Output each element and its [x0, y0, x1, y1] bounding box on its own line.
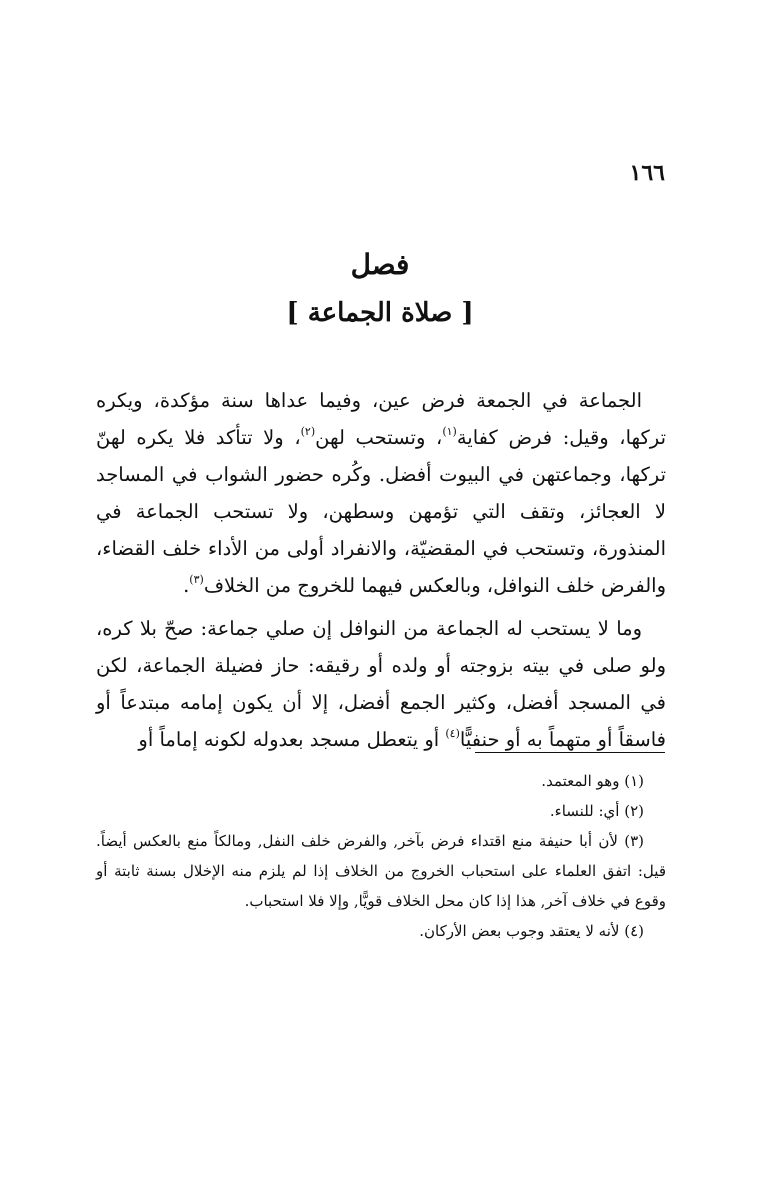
paragraph-2-part-2: أو يتعطل مسجد بعدوله لكونه إماماً أو: [138, 728, 446, 751]
footnote-1: (١) وهو المعتمد.: [541, 772, 644, 790]
footnote-ref-4: (٤): [445, 727, 460, 741]
footnote-ref-3: (٣): [189, 573, 204, 587]
paragraph-1-part-3: ، ولا تتأكد فلا يكره لهنّ تركها، وجماعتهن في البيوت أفضل. وكُره حضور الشواب في المساجد لا العجائز، وتقف التي تؤمهن وسطهن، ولا تستحب الجماعة في المنذورة، وتستحب في المقضيّة، والانفراد أولى من الأداء خلف القضاء، والفرض خلف النوافل، وبالعكس فيهما للخروج من الخلاف: [96, 426, 666, 597]
paragraph-1-part-2: ، وتستحب لهن: [315, 426, 443, 449]
footnote-ref-1: (١): [442, 425, 457, 439]
footnotes: [96, 766, 666, 946]
paragraph-1-part-1: الجماعة في الجمعة فرض عين، وفيما عداها سنة مؤكدة، ويكره تركها، وقيل: فرض كفاية: [96, 389, 666, 449]
footnote-ref-2: (٢): [300, 425, 316, 439]
paragraph-1: [96, 382, 666, 604]
footnote-divider: [475, 752, 665, 753]
section-title: [ صلاة الجماعة ]: [286, 298, 474, 328]
footnote-3: (٣) لأن أبا حنيفة منع اقتداء فرض بآخر, والفرض خلف النفل, ومالكاً منع بالعكس أيضاً. قيل: اتفق العلماء على استحباب الخروج من الخلاف إذا لم يلزم منه الإخلال بسنة ثابتة أو وقوع في خلاف آخر, هذا إذا كان محل الخلاف قويًّا, وإلا فلا استحباب.: [96, 832, 666, 910]
page-number: ١٦٦: [629, 160, 665, 186]
footnote-2: (٢) أي: للنساء.: [549, 802, 644, 820]
paragraph-2-part-1: وما لا يستحب له الجماعة من النوافل إن صلي جماعة: صحّ بلا كره، ولو صلى في بيته بزوجته أو ولده أو رقيقه: حاز فضيلة الجماعة، لكن في المسجد أفضل، وكثير الجمع أفضل، إلا أن يكون إمامه مبتدعاً أو فاسقاً أو متهماً به أو حنفيًّا: [96, 617, 666, 751]
main-text: [96, 382, 666, 758]
chapter-title: فصل: [350, 248, 410, 281]
paragraph-1-part-4: .: [183, 574, 190, 597]
paragraph-2: [96, 610, 666, 758]
footnote-4: (٤) لأنه لا يعتقد وجوب بعض الأركان.: [419, 922, 644, 940]
